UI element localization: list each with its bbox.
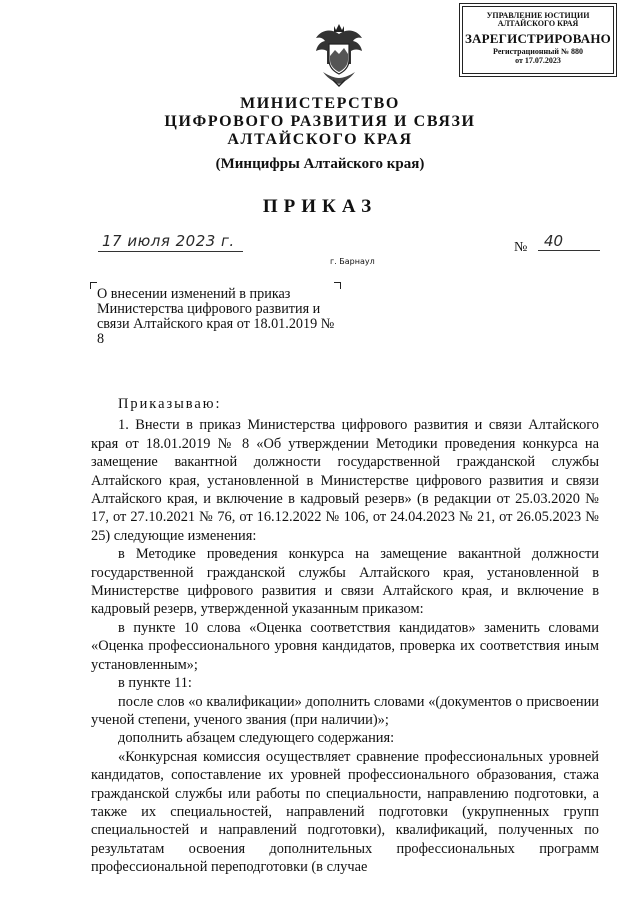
ministry-title-line3: АЛТАЙСКОГО КРАЯ	[227, 131, 413, 148]
order-number: 40	[538, 232, 600, 251]
order-subject: О внесении изменений в приказ Министерства цифрового развития и связи Алтайского края от 18.01.2019 № 8	[97, 286, 335, 347]
paragraph-7: «Конкурсная комиссия осуществляет сравнение профессиональных уровней кандидатов, сопоставление их уровней профессионального образования, стажа гражданской службы или работы по специальности, направлению подготовки, а также их специальностей, направлений подготовки (укрупненных групп специальностей и направлений подготовки), квалификаций, полученных по результатам освоения дополнительных профессиональных программ профессиональной переподготовки (в случае	[91, 748, 599, 876]
subject-bracket-left	[90, 282, 97, 289]
registration-stamp	[462, 6, 614, 74]
ministry-short-name: (Минцифры Алтайского края)	[215, 156, 425, 172]
order-body	[91, 395, 599, 877]
order-directive: Приказываю:	[118, 396, 222, 412]
ministry-title-line1: МИНИСТЕРСТВО	[240, 95, 400, 112]
city: г. Барнаул	[330, 257, 375, 266]
paragraph-3: в пункте 10 слова «Оценка соответствия кандидатов» заменить словами «Оценка профессионального уровня кандидатов, проверка их соответствия иным установленным»;	[91, 619, 599, 673]
stamp-authority-line2: АЛТАЙСКОГО КРАЯ	[497, 19, 579, 29]
stamp-reg-date: от 17.07.2023	[515, 55, 561, 65]
order-date: 17 июля 2023 г.	[98, 232, 243, 252]
coat-of-arms-icon	[313, 20, 365, 88]
stamp-reg-number: Регистрационный № 880	[493, 47, 583, 57]
paragraph-2: в Методике проведения конкурса на замещение вакантной должности государственной гражданской службы Алтайского края, установленной в Министерстве цифрового развития и связи Алтайского края, и включение в кадровый резерв, утвержденной указанным приказом:	[91, 546, 599, 618]
ministry-title-line2: ЦИФРОВОГО РАЗВИТИЯ И СВЯЗИ	[164, 113, 476, 130]
paragraph-1: 1. Внести в приказ Министерства цифрового развития и связи Алтайского края от 18.01.2019 № 8 «Об утверждении Методики проведения конкурса на замещение вакантной должности государственной гражданской службы Алтайского края, установленной в Министерстве цифрового развития и связи Алтайского края, и включение в кадровый резерв» (в редакции от 25.03.2020 № 17, от 27.10.2021 № 76, от 16.12.2022 № 106, от 24.04.2023 № 21, от 26.05.2023 № 25) следующие изменения:	[91, 417, 599, 544]
document-type: ПРИКАЗ	[262, 196, 378, 217]
paragraph-6: дополнить абзацем следующего содержания:	[118, 730, 395, 747]
order-number-label: №	[514, 240, 528, 255]
stamp-status: ЗАРЕГИСТРИРОВАНО	[465, 30, 611, 46]
paragraph-5: после слов «о квалификации» дополнить словами «(документов о присвоении ученой степени, ученого звания (при наличии)»;	[91, 693, 599, 728]
paragraph-4: в пункте 11:	[118, 675, 192, 692]
stamp-authority-line1: УПРАВЛЕНИЕ ЮСТИЦИИ	[486, 11, 590, 20]
